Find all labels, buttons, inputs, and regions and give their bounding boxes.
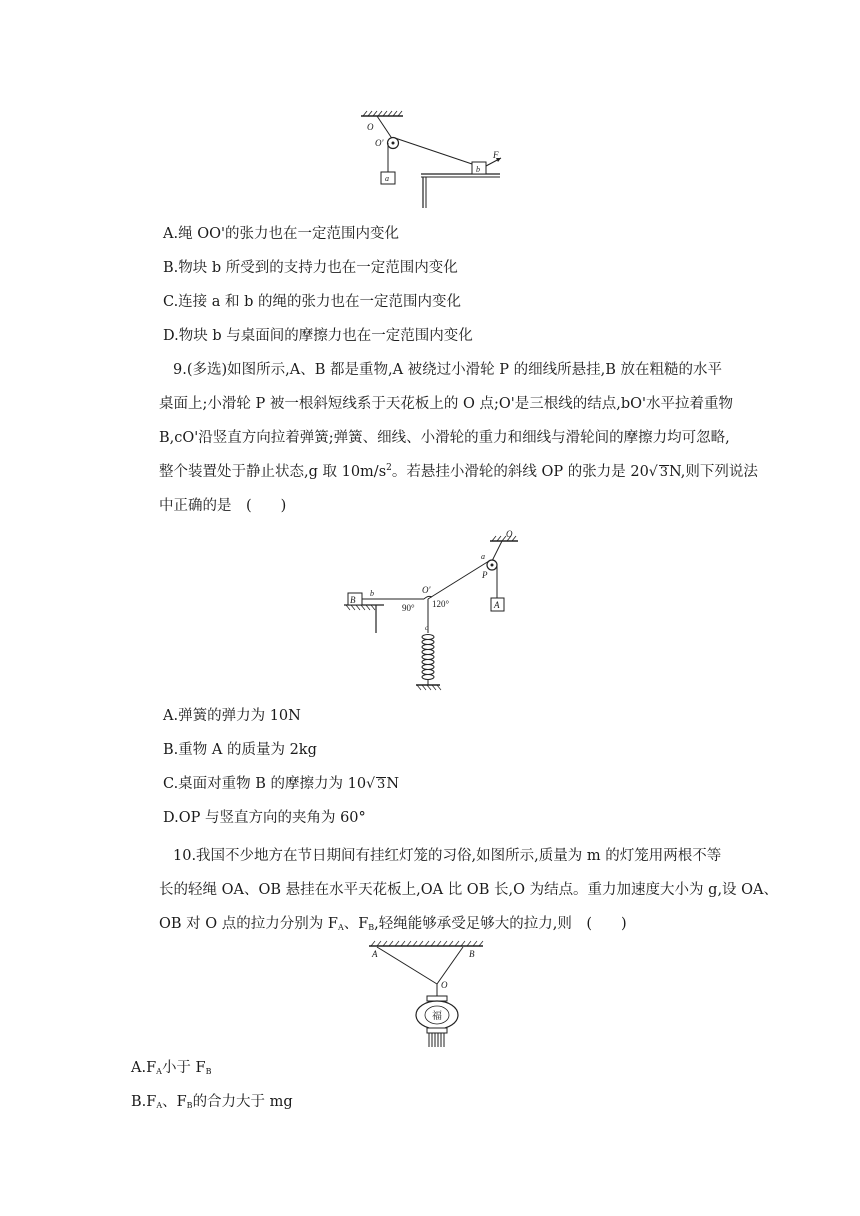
q9-line4-radicand: 3 bbox=[659, 465, 668, 480]
lantern-character: 福 bbox=[432, 1011, 442, 1022]
sqrt-icon: √ bbox=[366, 776, 376, 792]
label-c: c bbox=[425, 624, 429, 632]
q8-option-c: C.连接 a 和 b 的绳的张力也在一定范围内变化 bbox=[163, 294, 462, 310]
q9-stem-line5: 中正确的是 ( ) bbox=[159, 498, 287, 514]
q10-option-b-part2: 、F bbox=[162, 1094, 187, 1110]
q10-option-b-sub2: B bbox=[186, 1101, 193, 1110]
q9-line4-part3: N,则下列说法 bbox=[669, 464, 758, 480]
label-o: O bbox=[506, 529, 513, 539]
label-b: B bbox=[469, 949, 475, 959]
label-o: O bbox=[441, 980, 448, 990]
q10-option-b-part1: B.F bbox=[131, 1094, 157, 1110]
q8-option-d: D.物块 b 与桌面间的摩擦力也在一定范围内变化 bbox=[163, 328, 473, 344]
q10-line3-sub1: A bbox=[337, 923, 344, 932]
q10-option-a-sub1: A bbox=[156, 1067, 162, 1076]
q10-option-a-sub2: B bbox=[205, 1067, 212, 1076]
label-angle-90: 90° bbox=[402, 603, 415, 613]
q10-option-a-part1: A.F bbox=[131, 1060, 157, 1076]
label-a: A bbox=[372, 949, 378, 959]
q9-stem-line4 bbox=[0, 462, 860, 482]
label-o: O bbox=[367, 122, 374, 132]
q9-option-c-part1: C.桌面对重物 B 的摩擦力为 10 bbox=[163, 776, 367, 792]
label-box-a: A bbox=[494, 600, 500, 610]
q10-option-a-part2: 小于 F bbox=[161, 1060, 206, 1076]
q10-line3-part2: 、F bbox=[343, 916, 369, 932]
q9-stem-line2: 桌面上;小滑轮 P 被一根斜短线系于天花板上的 O 点;O'是三根线的结点,bO'水平拉着重物 bbox=[159, 396, 733, 412]
q8-option-b: B.物块 b 所受到的支持力也在一定范围内变化 bbox=[163, 260, 458, 276]
q9-option-c bbox=[0, 774, 860, 794]
q9-line4-part2: 。若悬挂小滑轮的斜线 OP 的张力是 20 bbox=[391, 464, 649, 480]
figure-pulley-block bbox=[355, 108, 515, 213]
q9-option-d: D.OP 与竖直方向的夹角为 60° bbox=[163, 810, 366, 826]
label-a: a bbox=[385, 174, 389, 183]
label-p: P bbox=[482, 570, 488, 580]
q10-option-b-part3: 的合力大于 mg bbox=[192, 1094, 293, 1110]
figure-spring-pulley bbox=[340, 525, 530, 695]
q9-line4-part1: 整个装置处于静止状态,g 取 10m/s bbox=[159, 464, 387, 480]
q10-option-b-sub1: A bbox=[156, 1101, 163, 1110]
q9-line4-sup: 2 bbox=[386, 463, 392, 473]
q10-line3-part1: OB 对 O 点的拉力分别为 F bbox=[159, 916, 338, 932]
q10-option-a bbox=[0, 1058, 860, 1078]
label-a-lower: a bbox=[481, 552, 485, 561]
q9-stem-line3: B,cO'沿竖直方向拉着弹簧;弹簧、细线、小滑轮的重力和细线与滑轮间的摩擦力均可忽略, bbox=[159, 430, 730, 446]
q9-option-c-part2: N bbox=[386, 776, 400, 792]
q9-option-c-radicand: 3 bbox=[377, 777, 386, 792]
q10-stem-line2: 长的轻绳 OA、OB 悬挂在水平天花板上,OA 比 OB 长,O 为结点。重力加速度大小为 g,设 OA、 bbox=[159, 882, 779, 898]
label-b: b bbox=[476, 165, 480, 174]
label-angle-120: 120° bbox=[432, 599, 450, 609]
label-f: F bbox=[493, 150, 499, 160]
q10-line3-sub2: B bbox=[368, 923, 375, 932]
q10-line3-part3: ,轻绳能够承受足够大的拉力,则 ( ) bbox=[374, 916, 627, 932]
q9-stem-line1: 9.(多选)如图所示,A、B 都是重物,A 被绕过小滑轮 P 的细线所悬挂,B 放在粗糙的水平 bbox=[173, 362, 723, 378]
q10-stem-line3 bbox=[0, 914, 860, 934]
label-o-prime: O' bbox=[422, 585, 431, 595]
q10-stem-line1: 10.我国不少地方在节日期间有挂红灯笼的习俗,如图所示,质量为 m 的灯笼用两根不等 bbox=[173, 848, 722, 864]
q10-option-b bbox=[0, 1092, 860, 1112]
q8-option-a: A.绳 OO'的张力也在一定范围内变化 bbox=[163, 226, 399, 242]
figure-lantern bbox=[365, 938, 495, 1050]
label-box-b: B bbox=[350, 595, 356, 605]
sqrt-icon: √ bbox=[648, 464, 658, 480]
label-o-prime: O' bbox=[375, 138, 384, 148]
label-b-lower: b bbox=[370, 589, 374, 598]
q9-option-a: A.弹簧的弹力为 10N bbox=[163, 708, 301, 724]
q9-option-b: B.重物 A 的质量为 2kg bbox=[163, 742, 317, 758]
